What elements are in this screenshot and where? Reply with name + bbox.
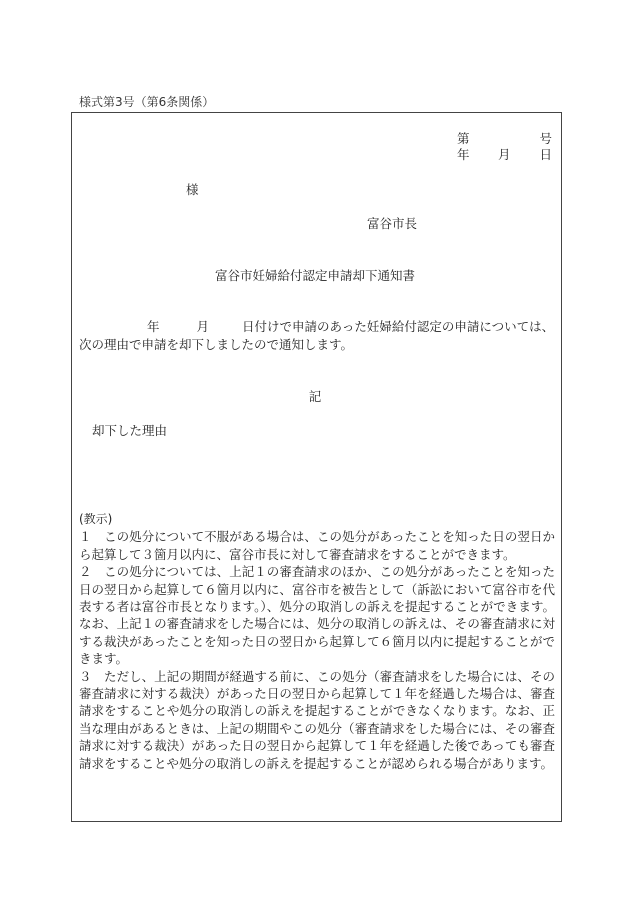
instruction-item-3: ３ ただし、上記の期間が経過する前に、この処分（審査請求をした場合には、その審査請求に対する裁決）があった日の翌日から起算して１年を経過した場合は、審査請求をすることや処分の取消しの訴えを提起することができなくなります。なお、正当な理由があるときは、上記の期間やこの処分（審査請求をした場合には、その審査請求に対する裁決）があった日の翌日から起算して１年を経過した後であっても審査請求をすることや処分の取消しの訴えを提起することが認められる場合があります。 (79, 668, 555, 771)
date-month: 月 (498, 147, 511, 162)
ki-heading: 記 (308, 389, 322, 404)
number-suffix: 号 (539, 131, 552, 146)
intro-paragraph (79, 318, 557, 354)
date-day: 日 (539, 147, 552, 162)
instruction-heading: (教示) (79, 512, 113, 526)
instruction-item-1: １ この処分について不服がある場合は、この処分があったことを知った日の翌日から起算して３箇月以内に、富谷市長に対して審査請求をすることができます。 (79, 529, 555, 562)
intro-line-1 (79, 318, 557, 336)
intro-month: 月 (196, 319, 210, 334)
intro-line-2: 次の理由で申請を却下しましたので通知します。 (79, 337, 354, 352)
intro-year: 年 (147, 319, 160, 334)
instruction-item-2: ２ この処分については、上記１の審査請求のほか、この処分があったことを知った日の翌日から起算して６箇月以内に、富谷市を被告として（訴訟において富谷市を代表する者は富谷市長となります。）、処分の取消しの訴えを提起することができます。なお、上記１の審査請求をした場合には、処分の取消しの訴えは、その審査請求に対する裁決があったことを知った日の翌日から起算して６箇月以内に提起することができます。 (79, 564, 555, 667)
instruction-section (79, 511, 555, 772)
addressee: 様 (186, 182, 199, 197)
document-title: 富谷市妊婦給付認定申請却下通知書 (214, 268, 415, 283)
number-prefix: 第 (457, 131, 470, 146)
intro-line-1-rest: 日付けで申請のあった妊婦給付認定の申請については、 (242, 319, 555, 334)
sender: 富谷市長 (367, 216, 418, 231)
date-year: 年 (457, 147, 470, 162)
form-number-label: 様式第3号（第6条関係） (79, 95, 215, 109)
reason-label: 却下した理由 (92, 423, 168, 438)
